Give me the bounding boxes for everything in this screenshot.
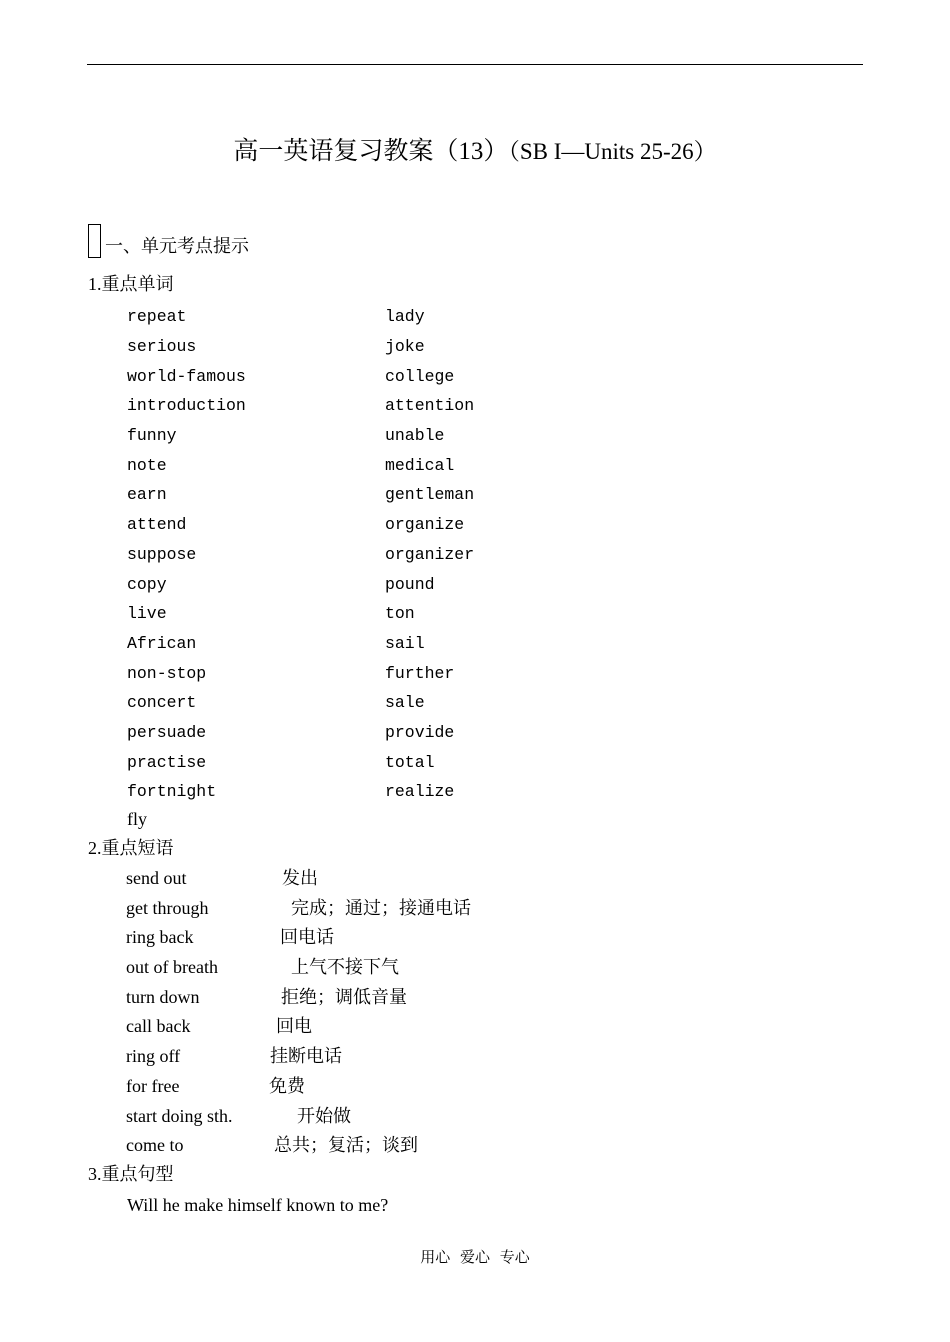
vocabulary-row xyxy=(127,718,474,748)
vocabulary-word: lady xyxy=(385,307,425,327)
vocabulary-word: African xyxy=(127,633,197,653)
vocabulary-word: live xyxy=(127,604,167,624)
words-heading: 1.重点单词 xyxy=(88,274,174,294)
vocabulary-word: copy xyxy=(127,574,167,594)
vocabulary-list xyxy=(127,302,474,807)
vocabulary-last-word: fly xyxy=(127,809,147,829)
phrase-chinese: 完成；通过；接通电话 xyxy=(291,897,471,918)
phrase-chinese: 挂断电话 xyxy=(270,1046,342,1067)
vocabulary-word: organizer xyxy=(385,544,475,564)
vocabulary-word: attention xyxy=(385,396,475,416)
vocabulary-row xyxy=(127,540,474,570)
vocabulary-word: attend xyxy=(127,515,187,535)
vocabulary-row xyxy=(127,450,474,480)
vocabulary-word: provide xyxy=(385,722,455,742)
phrase-english: turn down xyxy=(126,986,200,1007)
phrase-english: call back xyxy=(126,1016,191,1037)
vocabulary-row xyxy=(127,569,474,599)
vocabulary-row xyxy=(127,747,474,777)
phrase-chinese: 发出 xyxy=(282,868,318,888)
vocabulary-row xyxy=(127,421,474,451)
vocabulary-word: introduction xyxy=(127,396,246,416)
phrase-english: ring off xyxy=(126,1046,181,1067)
phrase-chinese: 开始做 xyxy=(297,1105,351,1126)
vocabulary-word: earn xyxy=(127,485,167,505)
vocabulary-row xyxy=(127,361,474,391)
missing-glyph-icon xyxy=(88,224,101,258)
sentence-item: Will he make himself known to me? xyxy=(127,1195,389,1215)
title-units: （SB I—Units 25-26） xyxy=(508,139,717,164)
phrase-english: ring back xyxy=(126,927,194,948)
vocabulary-row xyxy=(127,510,474,540)
vocabulary-row xyxy=(127,658,474,688)
vocabulary-word: serious xyxy=(127,337,197,357)
vocabulary-word: medical xyxy=(385,455,455,475)
vocabulary-word: repeat xyxy=(127,307,187,327)
phrase-chinese: 回电 xyxy=(276,1016,312,1037)
vocabulary-word: ton xyxy=(385,604,415,624)
document-title xyxy=(0,134,950,170)
sentences-heading: 3.重点句型 xyxy=(88,1164,174,1184)
vocabulary-word: realize xyxy=(385,782,455,802)
phrase-english: for free xyxy=(126,1075,180,1096)
vocabulary-word: gentleman xyxy=(385,485,475,505)
phrase-english: get through xyxy=(126,897,209,918)
phrase-english: come to xyxy=(126,1135,184,1156)
phrase-chinese: 回电话 xyxy=(280,927,334,948)
vocabulary-word: note xyxy=(127,455,167,475)
vocabulary-word: persuade xyxy=(127,722,207,742)
page-footer: 用心 爱心 专心 xyxy=(420,1250,530,1266)
vocabulary-word: joke xyxy=(385,337,425,357)
phrase-chinese: 免费 xyxy=(269,1075,305,1096)
vocabulary-word: funny xyxy=(127,426,177,446)
vocabulary-word: organize xyxy=(385,515,465,535)
vocabulary-word: fortnight xyxy=(127,782,217,802)
phrase-chinese: 拒绝；调低音量 xyxy=(281,986,407,1007)
vocabulary-word: sale xyxy=(385,693,425,713)
vocabulary-word: college xyxy=(385,366,455,386)
vocabulary-row xyxy=(127,480,474,510)
vocabulary-word: pound xyxy=(385,574,435,594)
vocabulary-row xyxy=(127,391,474,421)
section-heading xyxy=(88,214,249,258)
vocabulary-word: unable xyxy=(385,426,445,446)
vocabulary-row xyxy=(127,302,474,332)
vocabulary-word: non-stop xyxy=(127,663,207,683)
section-label: 一、单元考点提示 xyxy=(105,236,249,256)
vocabulary-row xyxy=(127,777,474,807)
title-chinese: 高一英语复习教案（13） xyxy=(233,138,509,165)
vocabulary-row xyxy=(127,332,474,362)
phrases-heading: 2.重点短语 xyxy=(88,838,174,858)
vocabulary-row xyxy=(127,599,474,629)
vocabulary-word: suppose xyxy=(127,544,197,564)
phrase-chinese: 上气不接下气 xyxy=(291,957,399,978)
phrase-english: out of breath xyxy=(126,957,218,978)
vocabulary-word: concert xyxy=(127,693,197,713)
vocabulary-row xyxy=(127,688,474,718)
phrase-chinese: 总共；复活；谈到 xyxy=(274,1135,418,1156)
vocabulary-word: practise xyxy=(127,752,207,772)
vocabulary-word: further xyxy=(385,663,455,683)
phrase-english: start doing sth. xyxy=(126,1105,233,1126)
phrase-english: send out xyxy=(126,868,187,888)
vocabulary-word: world-famous xyxy=(127,366,246,386)
vocabulary-word: sail xyxy=(385,633,425,653)
header-rule xyxy=(87,64,863,65)
vocabulary-row xyxy=(127,629,474,659)
vocabulary-word: total xyxy=(385,752,435,772)
